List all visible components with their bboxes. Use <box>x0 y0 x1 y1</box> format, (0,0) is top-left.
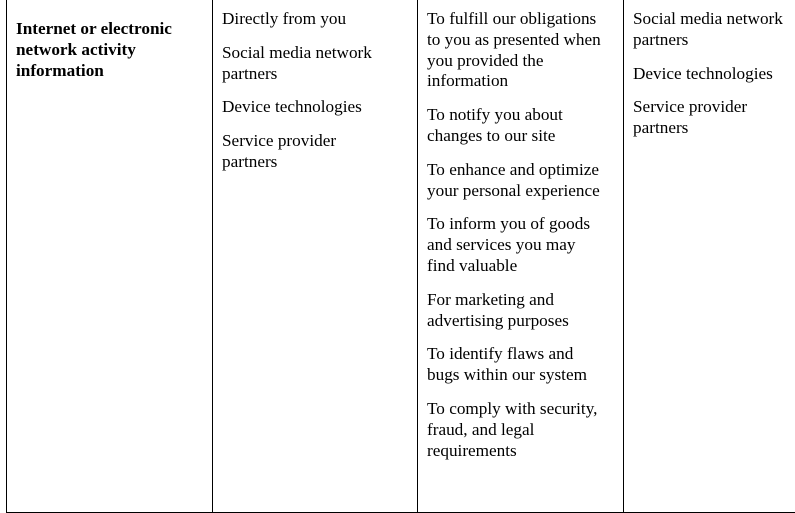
privacy-data-table <box>6 0 795 513</box>
source-item: Service provider partners <box>222 131 392 173</box>
purpose-item: To comply with security, fraud, and legal requirements <box>427 399 605 461</box>
source-item: Directly from you <box>222 9 392 30</box>
disclosed-to-item: Device technologies <box>633 64 795 85</box>
source-item: Social media network partners <box>222 43 392 85</box>
purpose-item: To enhance and optimize your personal experience <box>427 160 605 202</box>
disclosed-to-cell <box>624 0 795 513</box>
purpose-item: To inform you of goods and services you may find valuable <box>427 214 605 276</box>
purpose-item: To notify you about changes to our site <box>427 105 605 147</box>
purpose-item: To identify flaws and bugs within our system <box>427 344 605 386</box>
disclosed-to-item: Service provider partners <box>633 97 795 139</box>
disclosed-to-item: Social media network partners <box>633 9 795 51</box>
table-row <box>7 0 795 513</box>
category-cell <box>7 0 213 513</box>
purposes-cell <box>418 0 624 513</box>
privacy-table-container <box>6 0 790 513</box>
purpose-item: To fulfill our obligations to you as presented when you provided the information <box>427 9 605 92</box>
source-item: Device technologies <box>222 97 392 118</box>
sources-cell <box>213 0 418 513</box>
category-label: Internet or electronic network activity information <box>16 19 192 81</box>
purpose-item: For marketing and advertising purposes <box>427 290 605 332</box>
